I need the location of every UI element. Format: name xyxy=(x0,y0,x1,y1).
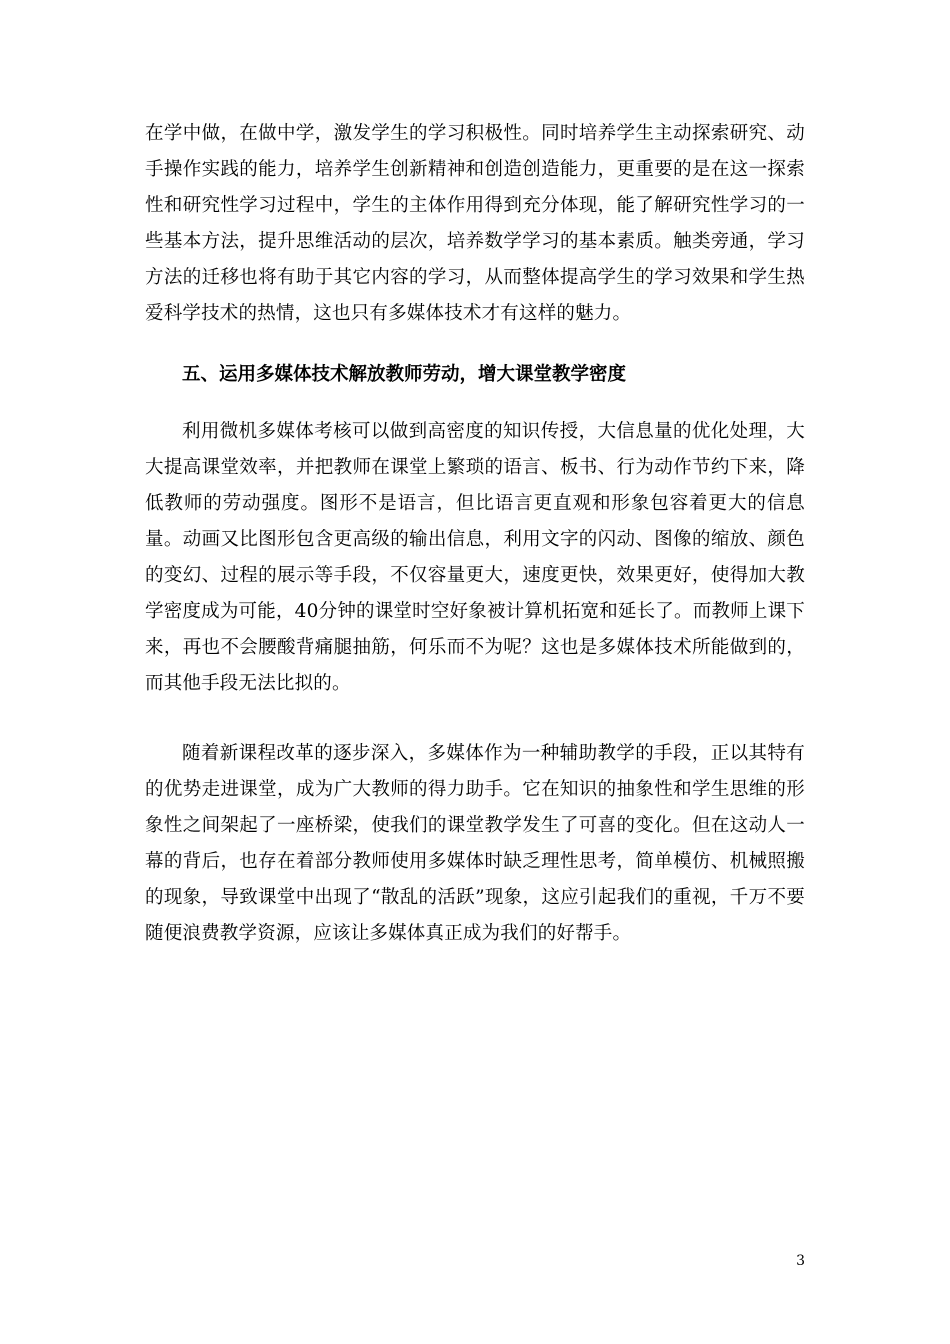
paragraph-continuation: 在学中做，在做中学，激发学生的学习积极性。同时培养学生主动探索研究、动手操作实践的能力，培养学生创新精神和创造创造能力，更重要的是在这一探索性和研究性学习过程中，学生的主体作用得到充分体现，能了解研究性学习的一些基本方法，提升思维活动的层次，培养数学学习的基本素质。触类旁通，学习方法的迁移也将有助于其它内容的学习，从而整体提高学生的学习效果和学生热爱科学技术的热情，这也只有多媒体技术才有这样的魅力。 xyxy=(145,123,805,324)
page-number: 3 xyxy=(796,1253,805,1269)
page-content xyxy=(145,116,805,952)
section-heading-5: 五、运用多媒体技术解放教师劳动，增大课堂教学密度 xyxy=(182,364,627,385)
paragraph-conclusion: 随着新课程改革的逐步深入，多媒体作为一种辅助教学的手段，正以其特有的优势走进课堂，成为广大教师的得力助手。它在知识的抽象性和学生思维的形象性之间架起了一座桥梁，使我们的课堂教学发生了可喜的变化。但在这动人一幕的背后，也存在着部分教师使用多媒体时缺乏理性思考，简单模仿、机械照搬的现象，导致课堂中出现了“散乱的活跃”现象，这应引起我们的重视，千万不要随便浪费教学资源，应该让多媒体真正成为我们的好帮手。 xyxy=(145,743,805,944)
paragraph-gap xyxy=(145,702,805,736)
paragraph-multimedia-density: 利用微机多媒体考核可以做到高密度的知识传授，大信息量的优化处理，大大提高课堂效率，并把教师在课堂上繁琐的语言、板书、行为动作节约下来，降低教师的劳动强度。图形不是语言，但比语言更直观和形象包容着更大的信息量。动画又比图形包含更高级的输出信息，利用文字的闪动、图像的缩放、颜色的变幻、过程的展示等手段，不仅容量更大，速度更快，效果更好，使得加大教学密度成为可能，40分钟的课堂时空好象被计算机拓宽和延长了。而教师上课下来，再也不会腰酸背痛腿抽筋，何乐而不为呢？这也是多媒体技术所能做到的，而其他手段无法比拟的。 xyxy=(145,421,805,694)
